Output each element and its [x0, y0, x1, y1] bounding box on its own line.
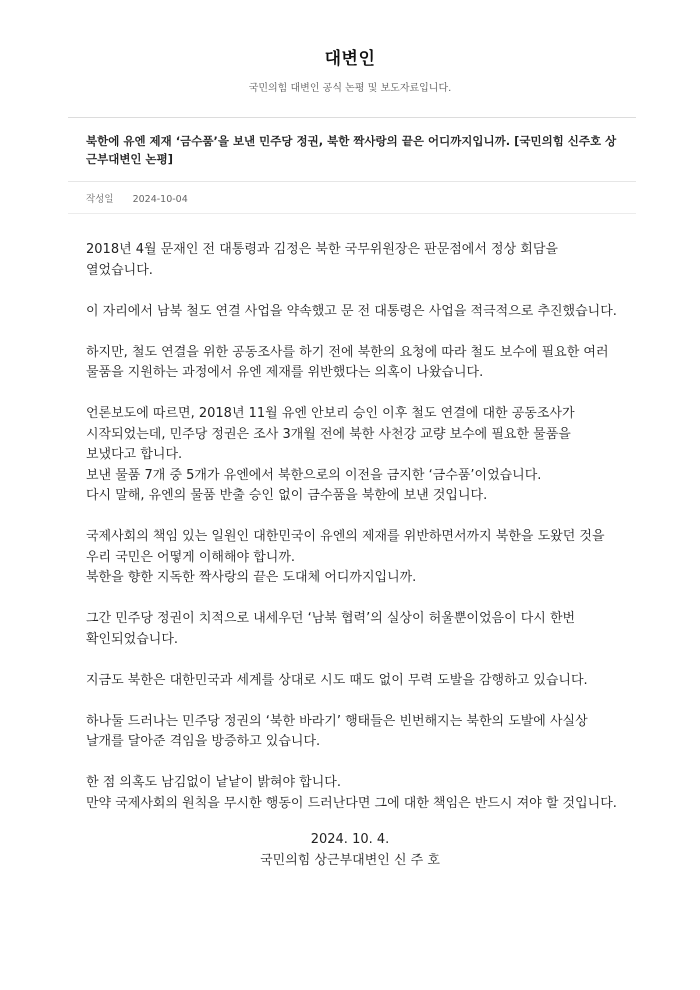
body-line: 이 자리에서 남북 철도 연결 사업을 약속했고 문 전 대통령은 사업을 적극적으로 추진했습니다.	[86, 303, 617, 319]
site-subtitle: 국민의힘 대변인 공식 논평 및 보도자료입니다.	[248, 83, 452, 94]
body-line: 그간 민주당 정권이 치적으로 내세우던 ‘남북 협력’의 실상이 허울뿐이었음이 다시 한번 확인되었습니다.	[86, 611, 576, 647]
title-divider	[68, 181, 636, 182]
body-line: 북한을 향한 지독한 짝사랑의 끝은 도대체 어디까지입니까.	[86, 570, 417, 585]
body-line: 하나둘 드러나는 민주당 정권의 ‘북한 바라기’ 행태들은 빈번해지는 북한의 도발에 사실상 날개를 달아준 격임을 방증하고 있습니다.	[86, 713, 588, 749]
article-body	[86, 240, 620, 835]
meta-date-label: 작성일	[86, 194, 114, 205]
signature-date: 2024. 10. 4.	[310, 832, 390, 847]
body-line: 언론보도에 따르면, 2018년 11월 유엔 안보리 승인 이후 철도 연결에 대한 공동조사가 시작되었는데, 민주당 정권은 조사 3개월 전에 북한 사천강 교량 보수에 필요한 물품을 보냈다고 합니다.	[86, 406, 575, 462]
meta-date-value: 2024-10-04	[132, 194, 188, 205]
article-meta	[86, 191, 188, 205]
body-line: 다시 말해, 유엔의 물품 반출 승인 없이 금수품을 북한에 보낸 것입니다.	[86, 488, 488, 503]
body-paragraph	[86, 302, 620, 323]
body-paragraph	[86, 404, 620, 507]
meta-divider	[68, 213, 636, 214]
body-line: 보낸 물품 7개 중 5개가 유엔에서 북한으로의 이전을 금지한 ‘금수품’이었습니다.	[86, 467, 542, 483]
body-line: 하지만, 철도 연결을 위한 공동조사를 하기 전에 북한의 요청에 따라 철도 보수에 필요한 여러 물품을 지원하는 과정에서 유엔 제재를 위반했다는 의혹이 나왔습니다.	[86, 344, 609, 380]
body-paragraph	[86, 240, 620, 281]
body-line: 지금도 북한은 대한민국과 세계를 상대로 시도 때도 없이 무력 도발을 감행하고 있습니다.	[86, 672, 588, 688]
site-title: 대변인	[324, 49, 376, 69]
signature-block	[0, 829, 700, 871]
signature-name: 국민의힘 상근부대변인 신 주 호	[260, 853, 440, 868]
body-paragraph	[86, 527, 620, 589]
body-line: 국제사회의 책임 있는 일원인 대한민국이 유엔의 제재를 위반하면서까지 북한을 도왔던 것을 우리 국민은 어떻게 이해해야 합니까.	[86, 529, 605, 565]
body-paragraph	[86, 609, 620, 650]
body-paragraph	[86, 343, 620, 384]
body-line: 한 점 의혹도 남김없이 낱낱이 밝혀야 합니다.	[86, 775, 341, 790]
body-paragraph	[86, 671, 620, 692]
body-paragraph	[86, 773, 620, 814]
article-title: 북한에 유엔 제재 ‘금수품’을 보낸 민주당 정권, 북한 짝사랑의 끝은 어디까지입니까. [국민의힘 신주호 상근부대변인 논평]	[86, 134, 617, 166]
header-divider	[68, 117, 636, 118]
body-line: 만약 국제사회의 원칙을 무시한 행동이 드러난다면 그에 대한 책임은 반드시 져야 할 것입니다.	[86, 795, 617, 811]
body-paragraph	[86, 712, 620, 753]
body-line: 2018년 4월 문재인 전 대통령과 김정은 북한 국무위원장은 판문점에서 정상 회담을 열었습니다.	[86, 242, 558, 278]
